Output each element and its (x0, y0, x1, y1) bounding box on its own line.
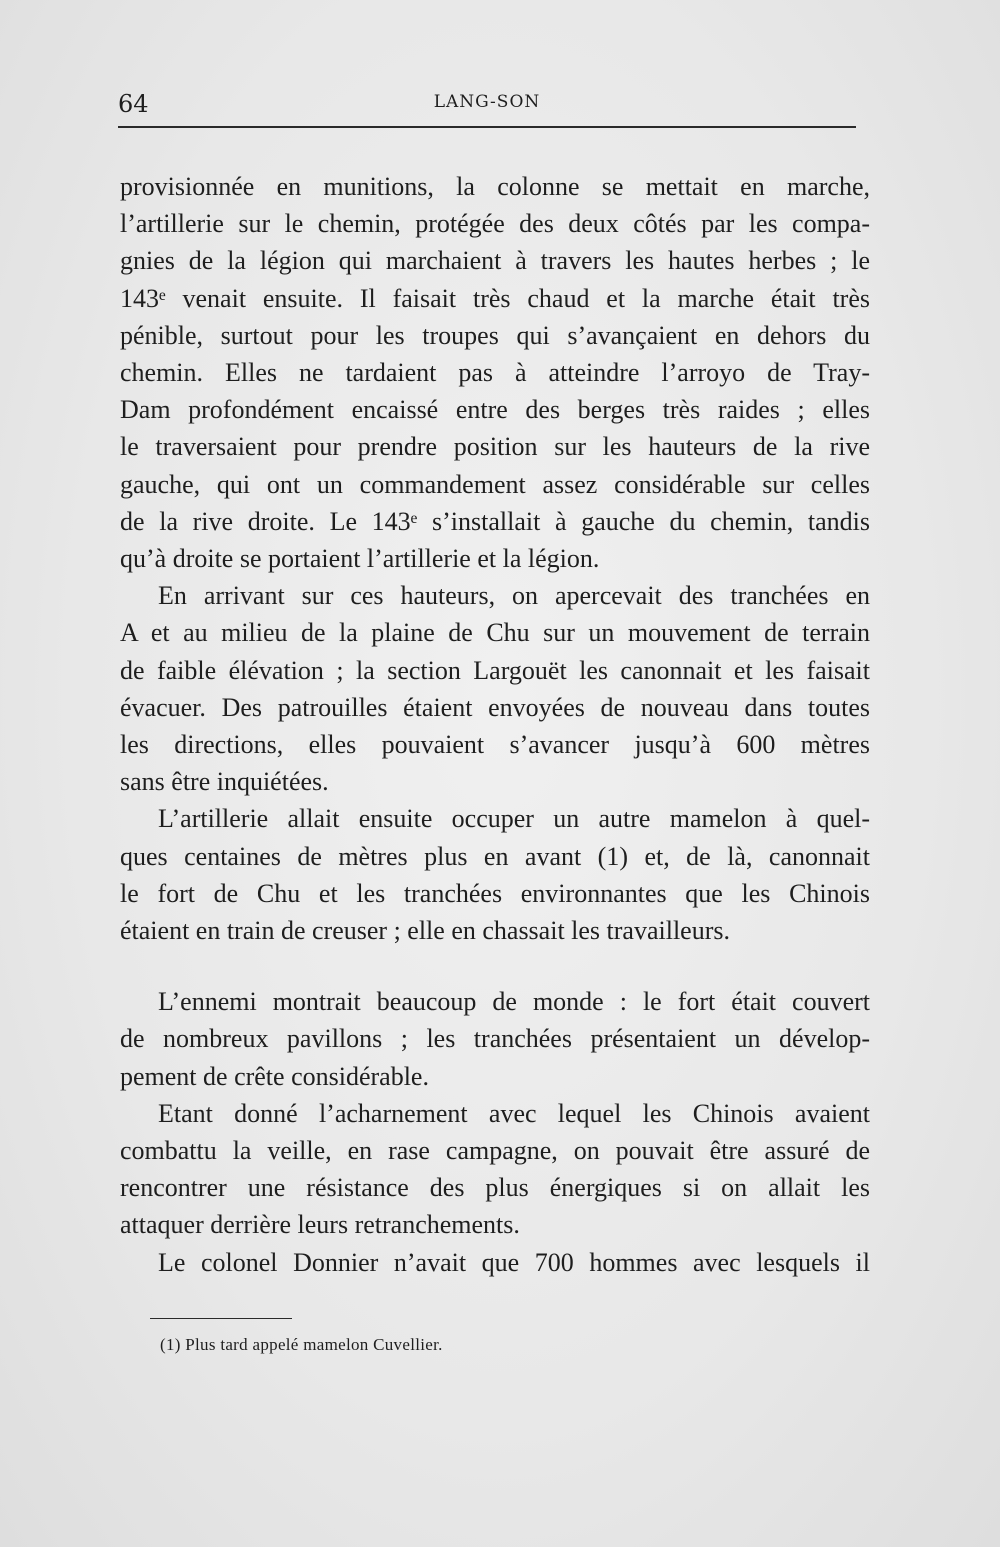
text-line: étaient en train de creuser ; elle en chassait les travailleurs. (120, 916, 730, 946)
text-line: attaquer derrière leurs retranchements. (120, 1210, 520, 1240)
text-line: L’artillerie allait ensuite occuper un autre mamelon à quel- (158, 804, 870, 834)
text-line: de la rive droite. Le 143ᵉ s’installait à gauche du chemin, tandis (120, 506, 870, 536)
text-line: l’artillerie sur le chemin, protégée des deux côtés par les compa- (120, 209, 870, 239)
text-line: Le colonel Donnier n’avait que 700 hommes avec lesquels il (158, 1247, 870, 1277)
page-number: 64 (118, 90, 149, 118)
body-text (120, 168, 870, 1281)
text-line: pénible, surtout pour les troupes qui s’avançaient en dehors du (120, 320, 870, 350)
text-line: provisionnée en munitions, la colonne se mettait en marche, (120, 172, 870, 201)
page-header (118, 86, 856, 128)
text-line: 143ᵉ venait ensuite. Il faisait très chaud et la marche était très (120, 283, 870, 313)
text-line: Dam profondément encaissé entre des berges très raides ; elles (120, 395, 870, 425)
text-line: combattu la veille, en rase campagne, on pouvait être assuré de (120, 1136, 870, 1166)
running-title: LANG-SON (433, 92, 541, 112)
paragraph (120, 983, 870, 1095)
text-line: pement de crête considérable. (120, 1061, 429, 1091)
text-line: rencontrer une résistance des plus énergiques si on allait les (120, 1173, 870, 1203)
text-line: Etant donné l’acharnement avec lequel les Chinois avaient (158, 1098, 870, 1128)
text-line: L’ennemi montrait beaucoup de monde : le fort était couvert (158, 987, 870, 1017)
footnote: (1) Plus tard appelé mamelon Cuvellier. (160, 1335, 443, 1354)
text-line: de faible élévation ; la section Largouët les canonnait et les faisait (120, 655, 870, 685)
text-line: gauche, qui ont un commandement assez considérable sur celles (120, 469, 870, 499)
text-line: le fort de Chu et les tranchées environnantes que les Chinois (120, 878, 870, 908)
text-line: ques centaines de mètres plus en avant (1) et, de là, canonnait (120, 841, 870, 871)
text-line: de nombreux pavillons ; les tranchées présentaient un dévelop- (120, 1024, 870, 1054)
paragraph (120, 577, 870, 800)
text-line: gnies de la légion qui marchaient à travers les hautes herbes ; le (120, 246, 870, 276)
text-line: sans être inquiétées. (120, 767, 329, 797)
paragraph (120, 800, 870, 949)
text-line: évacuer. Des patrouilles étaient envoyées de nouveau dans toutes (120, 692, 870, 722)
text-line: En arrivant sur ces hauteurs, on apercevait des tranchées en (158, 581, 870, 611)
text-line: A et au milieu de la plaine de Chu sur un mouvement de terrain (120, 618, 870, 648)
text-line: le traversaient pour prendre position sur les hauteurs de la rive (120, 432, 870, 462)
paragraph (120, 1244, 870, 1281)
footnote-divider (150, 1318, 292, 1319)
paragraph (120, 168, 870, 577)
paragraph (120, 1095, 870, 1244)
text-line: les directions, elles pouvaient s’avancer jusqu’à 600 mètres (120, 730, 870, 760)
text-line: chemin. Elles ne tardaient pas à atteindre l’arroyo de Tray- (120, 358, 870, 388)
text-line: qu’à droite se portaient l’artillerie et la légion. (120, 544, 600, 574)
